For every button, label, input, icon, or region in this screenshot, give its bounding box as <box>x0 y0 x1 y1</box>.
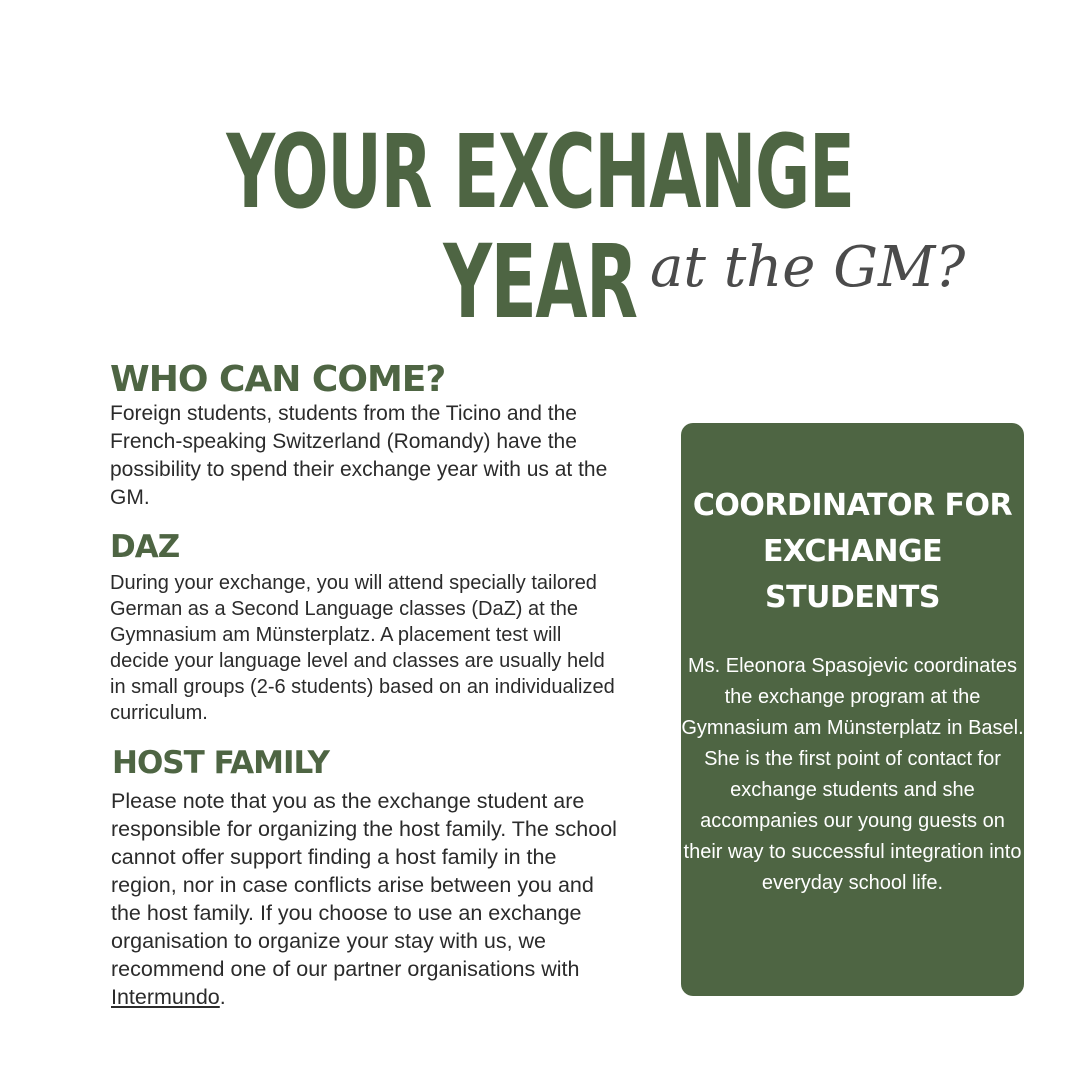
host-family-paragraph <box>111 787 621 1011</box>
who-can-come-text: Foreign students, students from the Ticino and the French-speaking Switzerland (Romandy) have the possibility to spend their exchange year with us at the GM. <box>110 402 608 509</box>
host-family-text: Please note that you as the exchange student are responsible for organizing the host family. The school cannot offer support finding a host family in the region, nor in case conflicts arise between you and the host family. If you choose to use an exchange organisation to organize your stay with us, we recommend one of our partner organisations with <box>111 789 617 981</box>
page-subtitle: at the GM? <box>650 235 966 300</box>
page-title: YOUR EXCHANGE YEAR <box>226 113 854 342</box>
host-family-text-end: . <box>219 985 226 1009</box>
daz-text: During your exchange, you will attend specially tailored German as a Second Language classes (DaZ) at the Gymnasium am Münsterplatz. A placement test will decide your language level and classes are usually held in small groups (2-6 students) based on an individualized curriculum. <box>110 572 615 724</box>
coordinator-card <box>681 423 1024 996</box>
coordinator-text: Ms. Eleonora Spasojevic coordinates the exchange program at the Gymnasium am Münsterplatz in Basel. She is the first point of contact for exchange students and she accompanies our young guests on their way to successful integration into everyday school life. <box>681 655 1024 894</box>
intermundo-link[interactable]: Intermundo <box>111 985 220 1009</box>
coordinator-heading: COORDINATOR FOR EXCHANGE STUDENTS <box>692 488 1013 615</box>
host-family-heading: HOST FAMILY <box>112 745 329 781</box>
who-can-come-heading: WHO CAN COME? <box>110 359 446 400</box>
daz-heading: DAZ <box>110 529 180 565</box>
